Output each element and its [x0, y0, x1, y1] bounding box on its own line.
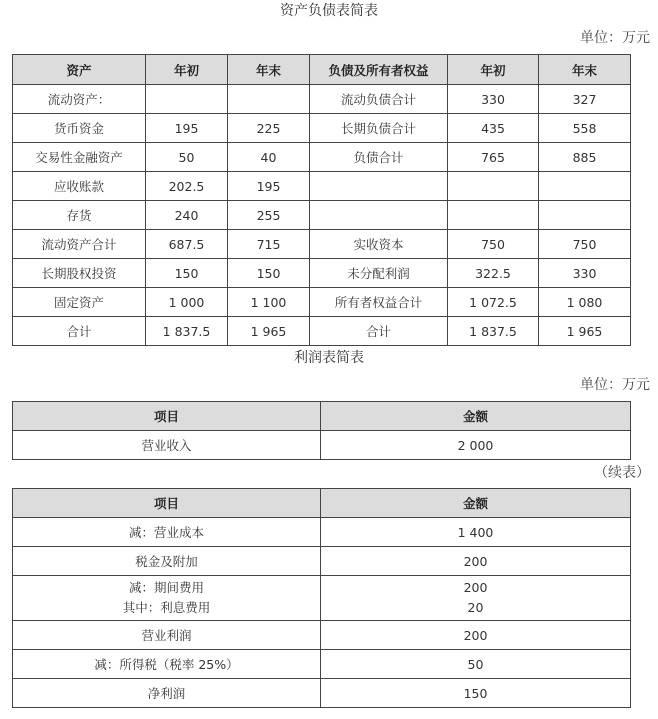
- table-cell: 交易性金融资产: [13, 143, 146, 172]
- table-cell: 长期负债合计: [310, 114, 448, 143]
- table-cell: 50: [146, 143, 228, 172]
- table-row: [13, 259, 631, 288]
- table-cell: 减：所得税（税率 25%）: [13, 650, 321, 679]
- table-cell: [13, 576, 321, 621]
- table-cell: [539, 201, 631, 230]
- table-cell: 净利润: [13, 679, 321, 708]
- header-liabilities-equity: 负债及所有者权益: [310, 55, 448, 85]
- table-cell: 750: [448, 230, 539, 259]
- table-cell: 40: [228, 143, 310, 172]
- table-cell: 150: [321, 679, 631, 708]
- table-cell: 应收账款: [13, 172, 146, 201]
- table-cell: 1 080: [539, 288, 631, 317]
- balance-sheet-table: [12, 54, 631, 346]
- header-item: 项目: [13, 489, 321, 518]
- table-cell: 322.5: [448, 259, 539, 288]
- table-cell: 货币资金: [13, 114, 146, 143]
- interest-expense-value: 20: [467, 600, 484, 615]
- table-row: [13, 114, 631, 143]
- table-cell: [228, 85, 310, 114]
- table-cell: 负债合计: [310, 143, 448, 172]
- table-cell: [310, 201, 448, 230]
- table-cell: 营业收入: [13, 431, 321, 460]
- header-liabilities-begin: 年初: [448, 55, 539, 85]
- table-cell: 885: [539, 143, 631, 172]
- income-header-row: [13, 402, 631, 431]
- header-amount: 金额: [321, 489, 631, 518]
- table-cell: 流动资产：: [13, 85, 146, 114]
- table-cell: 150: [146, 259, 228, 288]
- table-cell: 330: [539, 259, 631, 288]
- table-row: [13, 201, 631, 230]
- table-cell: 255: [228, 201, 310, 230]
- header-assets-begin: 年初: [146, 55, 228, 85]
- income-statement-table-part1: [12, 401, 631, 460]
- table-cell: 1 965: [228, 317, 310, 346]
- table-cell: 营业利润: [13, 621, 321, 650]
- table-cell: 195: [228, 172, 310, 201]
- table-cell: [448, 201, 539, 230]
- table-cell: 1 965: [539, 317, 631, 346]
- table-row: [13, 230, 631, 259]
- header-assets-end: 年末: [228, 55, 310, 85]
- table-row: [13, 576, 631, 621]
- continued-label: （续表）: [594, 465, 650, 481]
- table-row: [13, 431, 631, 460]
- table-cell: 435: [448, 114, 539, 143]
- table-cell: 558: [539, 114, 631, 143]
- table-cell: 减：营业成本: [13, 518, 321, 547]
- income-statement-title: 利润表简表: [294, 350, 364, 366]
- table-row: [13, 518, 631, 547]
- table-cell: 流动资产合计: [13, 230, 146, 259]
- table-row: [13, 143, 631, 172]
- table-row: [13, 547, 631, 576]
- table-row: [13, 679, 631, 708]
- table-cell: 330: [448, 85, 539, 114]
- income-statement-table-part2: [12, 488, 631, 708]
- table-row: [13, 288, 631, 317]
- balance-sheet-title: 资产负债表简表: [280, 3, 378, 19]
- table-cell: 合计: [310, 317, 448, 346]
- table-cell: 200: [321, 621, 631, 650]
- table-cell: 327: [539, 85, 631, 114]
- table-cell: [310, 172, 448, 201]
- table-cell: 1 072.5: [448, 288, 539, 317]
- header-item: 项目: [13, 402, 321, 431]
- table-cell: 765: [448, 143, 539, 172]
- table-cell: 195: [146, 114, 228, 143]
- header-amount: 金额: [321, 402, 631, 431]
- table-cell: 1 837.5: [448, 317, 539, 346]
- table-cell: 200: [321, 547, 631, 576]
- table-cell: 687.5: [146, 230, 228, 259]
- table-cell: 1 100: [228, 288, 310, 317]
- table-cell: 1 400: [321, 518, 631, 547]
- table-cell: 50: [321, 650, 631, 679]
- table-cell: 长期股权投资: [13, 259, 146, 288]
- table-row: [13, 621, 631, 650]
- balance-sheet-header-row: [13, 55, 631, 85]
- table-cell: 2 000: [321, 431, 631, 460]
- table-row: [13, 317, 631, 346]
- table-cell: 1 837.5: [146, 317, 228, 346]
- table-cell: 1 000: [146, 288, 228, 317]
- table-row: [13, 85, 631, 114]
- table-cell: 750: [539, 230, 631, 259]
- income-header-row-continued: [13, 489, 631, 518]
- table-cell: 202.5: [146, 172, 228, 201]
- table-row: [13, 172, 631, 201]
- table-cell: 225: [228, 114, 310, 143]
- table-cell: [146, 85, 228, 114]
- table-cell: [321, 576, 631, 621]
- income-statement-unit: 单位：万元: [580, 377, 650, 393]
- table-cell: 存货: [13, 201, 146, 230]
- table-cell: 实收资本: [310, 230, 448, 259]
- header-assets: 资产: [13, 55, 146, 85]
- table-row: [13, 650, 631, 679]
- header-liabilities-end: 年末: [539, 55, 631, 85]
- period-expense-value: 200: [463, 580, 488, 595]
- table-cell: 715: [228, 230, 310, 259]
- table-cell: 未分配利润: [310, 259, 448, 288]
- table-cell: 所有者权益合计: [310, 288, 448, 317]
- table-cell: 流动负债合计: [310, 85, 448, 114]
- period-expense-label: 减：期间费用: [128, 580, 204, 595]
- table-cell: [539, 172, 631, 201]
- balance-sheet-unit: 单位：万元: [580, 30, 650, 46]
- table-cell: 固定资产: [13, 288, 146, 317]
- table-cell: 税金及附加: [13, 547, 321, 576]
- table-cell: 合计: [13, 317, 146, 346]
- table-cell: 240: [146, 201, 228, 230]
- interest-expense-label: 其中：利息费用: [122, 600, 211, 615]
- table-cell: 150: [228, 259, 310, 288]
- table-cell: [448, 172, 539, 201]
